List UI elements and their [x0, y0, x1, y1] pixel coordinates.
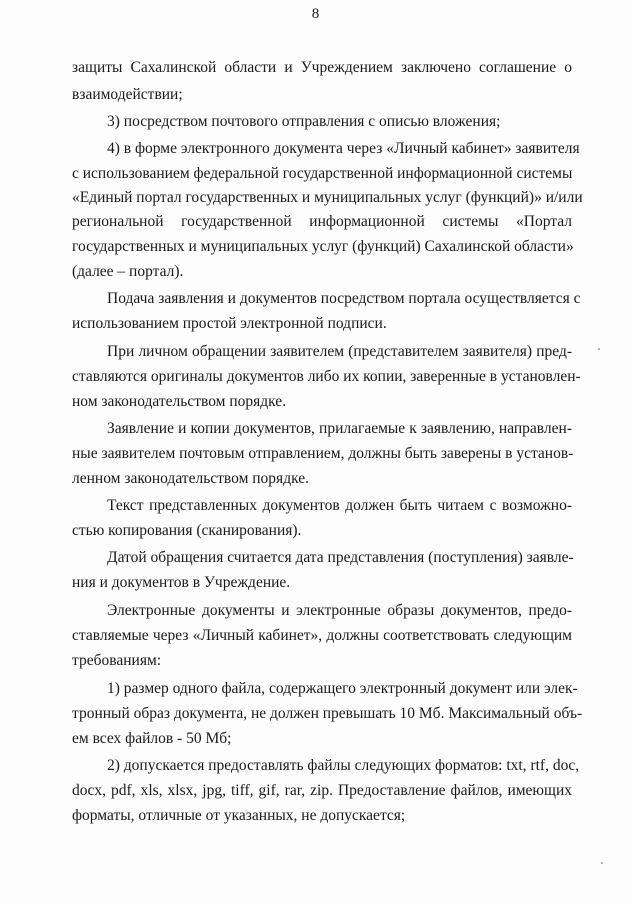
- scan-speck: [601, 862, 603, 864]
- text-line: 2) допускается предоставлять файлы следующих форматов: txt, rtf, doc,: [107, 757, 580, 774]
- text-line: docx, pdf, xls, xlsx, jpg, tiff, gif, rar, zip. Предоставление файлов, имеющих: [72, 782, 572, 799]
- text-line: использованием простой электронной подписи.: [72, 315, 387, 332]
- text-line: тронный образ документа, не должен превышать 10 Мб. Максимальный объ-: [72, 705, 583, 722]
- text-line: При личном обращении заявителем (представителем заявителя) пред-: [107, 343, 572, 360]
- text-line: Текст представленных документов должен быть читаем с возможно-: [107, 497, 572, 514]
- scan-speck: [598, 348, 600, 350]
- text-line: ния и документов в Учреждение.: [72, 574, 291, 591]
- text-line: взаимодействии;: [72, 86, 183, 103]
- text-line: ставляемые через «Личный кабинет», должны соответствовать следующим: [72, 627, 572, 644]
- text-line: 1) размер одного файла, содержащего электронный документ или элек-: [107, 680, 578, 697]
- text-line: 4) в форме электронного документа через «Личный кабинет» заявителя: [107, 140, 580, 157]
- text-line: ные заявителем почтовым отправлением, должны быть заверены в установ-: [72, 445, 574, 462]
- text-line: Датой обращения считается дата представления (поступления) заявле-: [107, 549, 574, 566]
- text-line: государственных и муниципальных услуг (функций) Сахалинской области»: [72, 238, 574, 255]
- text-line: с использованием федеральной государственной информационной системы: [72, 165, 573, 182]
- text-line: ем всех файлов - 50 Мб;: [72, 730, 232, 747]
- text-line: ставляются оригиналы документов либо их копии, заверенные в установлен-: [72, 368, 581, 385]
- text-line: стью копирования (сканирования).: [72, 522, 302, 539]
- text-line: региональной государственной информационной системы «Портал: [72, 213, 572, 230]
- text-line: 3) посредством почтового отправления с описью вложения;: [107, 113, 501, 130]
- text-line: форматы, отличные от указанных, не допускается;: [72, 807, 406, 824]
- text-line: защиты Сахалинской области и Учреждением заключено соглашение о: [72, 59, 572, 76]
- text-line: требованиям:: [72, 652, 162, 669]
- text-line: Подача заявления и документов посредством портала осуществляется с: [107, 290, 581, 307]
- text-line: Заявление и копии документов, прилагаемые к заявлению, направлен-: [107, 420, 572, 437]
- page-number: 8: [311, 6, 320, 22]
- text-line: ном законодательством порядке.: [72, 393, 287, 410]
- text-line: (далее – портал).: [72, 263, 184, 280]
- text-line: «Единый портал государственных и муниципальных услуг (функций)» и/или: [72, 189, 583, 206]
- text-line: Электронные документы и электронные образы документов, предо-: [107, 602, 572, 619]
- text-line: ленном законодательством порядке.: [72, 470, 309, 487]
